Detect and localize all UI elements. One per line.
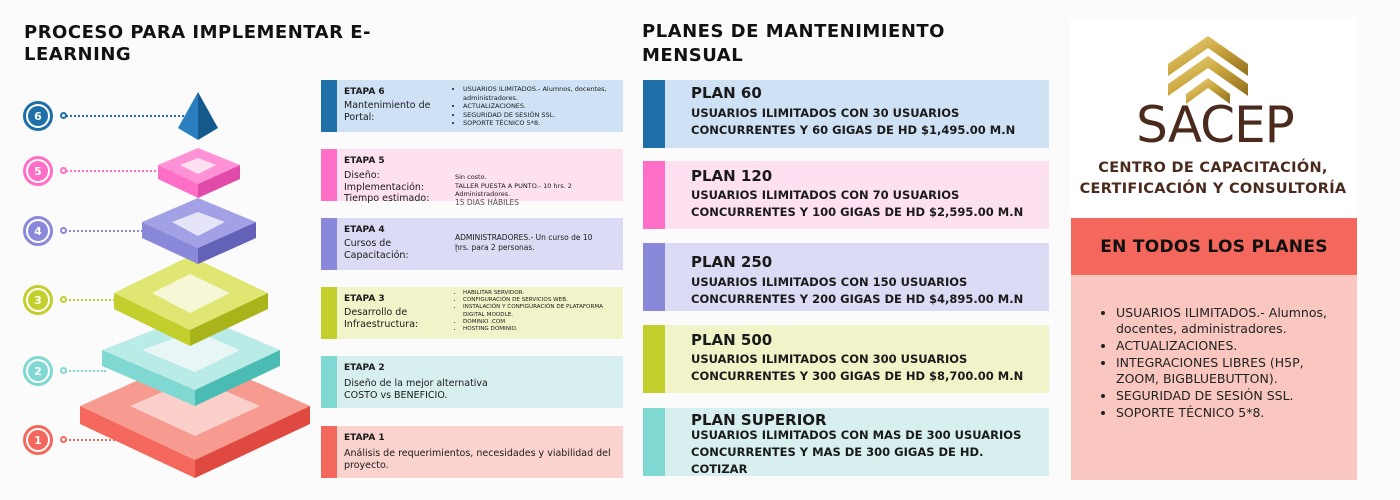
stage-3-body: Desarrollo de Infraestructura:: [344, 307, 419, 330]
stage-5-value: TALLER PUESTA A PUNTO.- 10 hrs. 2 Administradores.: [455, 181, 572, 198]
stage-5-label: Diseño:: [344, 170, 380, 181]
plan-250-desc: USUARIOS ILIMITADOS CON 150 USUARIOS CONCURRENTES Y 200 GIGAS DE HD $4,895.00 M.N: [691, 275, 1024, 306]
all-plans-box: [1071, 275, 1357, 480]
stage-1-bar: [321, 426, 337, 478]
stage-5-values: [455, 173, 620, 207]
pyramid-level-3: [114, 256, 268, 346]
stage-5-value: 15 DIAS HÁBILES: [455, 197, 519, 207]
step-number-4: [23, 216, 53, 246]
plan-500-bar: [643, 325, 665, 393]
stage-3-bullet: • DOMINIO .COM: [463, 319, 605, 326]
stage-5-bar: [321, 149, 337, 201]
logo-subtitle: CENTRO DE CAPACITACIÓN, CERTIFICACIÓN Y CONSULTORÍA: [1079, 160, 1347, 197]
stage-4-note: ADMINISTRADORES.- Un curso de 10 hrs. para 2 personas.: [455, 233, 593, 252]
plan-500-name: PLAN 500: [691, 331, 773, 349]
plan-60-card: [643, 80, 1049, 148]
stage-5-title: ETAPA 5: [344, 156, 385, 166]
plan-120-desc: USUARIOS ILIMITADOS CON 70 USUARIOS CONCURRENTES Y 100 GIGAS DE HD $2,595.00 M.N: [691, 188, 1024, 219]
stage-3-bullet: • HOSTING DOMINIO.: [463, 326, 605, 333]
stage-6-bullet: • SEGURIDAD DE SESIÓN SSL.: [463, 111, 615, 120]
stage-6-bullets: [455, 85, 615, 128]
step-number-3: [23, 285, 53, 315]
stage-1-box: [321, 426, 623, 478]
stage-3-bullets: [455, 290, 605, 333]
stage-3-title: ETAPA 3: [344, 294, 385, 304]
connector-3-start: [60, 296, 67, 303]
stage-6-bullet: • ACTUALIZACIONES.: [463, 102, 615, 111]
all-plans-item: • USUARIOS ILIMITADOS.- Alumnos, docentes, administradores.: [1116, 305, 1346, 337]
stage-2-body: Diseño de la mejor alternativa COSTO vs BENEFICIO.: [344, 378, 488, 401]
stage-5-labels: [344, 170, 429, 205]
stage-3-bullet: • CONFIGURACIÓN DE SERVICIOS WEB.: [463, 297, 605, 304]
step-number-2: [23, 356, 53, 386]
plan-500-card: [643, 325, 1049, 393]
stage-3-bullet: • INSTALACIÓN Y CONFIGURACIÓN DE PLATAFORMA DIGITAL MOODLE.: [463, 304, 605, 318]
plan-60-bar: [643, 80, 665, 148]
process-title: PROCESO PARA IMPLEMENTAR E-LEARNING: [24, 22, 371, 65]
connector-6-start: [60, 112, 67, 119]
logo-text: SACEP: [1136, 96, 1294, 154]
stage-6-box: [321, 80, 623, 132]
stage-6-bar: [321, 80, 337, 132]
stage-6-bullet: • SOPORTE TÉCNICO 5*8.: [463, 119, 615, 128]
stage-6-body: Mantenimiento de Portal:: [344, 100, 431, 123]
plan-500-desc: USUARIOS ILIMITADOS CON 300 USUARIOS CONCURRENTES Y 300 GIGAS DE HD $8,700.00 M.N: [691, 352, 1024, 383]
stage-4-box: [321, 218, 623, 270]
plan-superior-name: PLAN SUPERIOR: [691, 411, 827, 429]
pyramid-level-6: [178, 92, 218, 140]
stage-6-bullet: • USUARIOS ILIMITADOS.- Alumnos, docentes, administradores.: [463, 85, 615, 102]
all-plans-item: • ACTUALIZACIONES.: [1116, 338, 1346, 354]
connector-3: [62, 299, 118, 301]
stage-3-box: [321, 287, 623, 339]
step-number-3-label: 3: [28, 290, 48, 310]
step-number-1-label: 1: [28, 430, 48, 450]
stage-3-bar: [321, 287, 337, 339]
connector-1-start: [60, 436, 67, 443]
stage-2-box: [321, 356, 623, 408]
all-plans-heading: EN TODOS LOS PLANES: [1071, 218, 1357, 275]
step-number-4-label: 4: [28, 221, 48, 241]
plan-120-name: PLAN 120: [691, 167, 773, 185]
plan-60-name: PLAN 60: [691, 84, 762, 102]
step-number-2-label: 2: [28, 361, 48, 381]
stage-5-box: [321, 149, 623, 207]
connector-4-start: [60, 227, 67, 234]
pyramid-level-4: [142, 198, 256, 264]
stage-5-label: Implementación:: [344, 181, 425, 193]
connector-2: [62, 370, 106, 372]
connector-2-start: [60, 367, 67, 374]
stage-4-title: ETAPA 4: [344, 225, 385, 235]
stage-4-body: Cursos de Capacitación:: [344, 238, 409, 261]
pyramid-level-5: [158, 148, 240, 198]
plan-250-card: [643, 243, 1049, 311]
stage-4-mark: `: [455, 250, 459, 259]
plan-superior-desc: USUARIOS ILIMITADOS CON MAS DE 300 USUARIOS CONCURRENTES Y MAS DE 300 GIGAS DE HD. COTIZAR: [691, 428, 1022, 476]
all-plans-item: • INTEGRACIONES LIBRES (H5P, ZOOM, BIGBLUEBUTTON).: [1116, 355, 1346, 387]
step-number-6-label: 6: [28, 106, 48, 126]
plan-120-bar: [643, 161, 665, 229]
connector-4: [62, 230, 146, 232]
plan-250-bar: [643, 243, 665, 311]
plan-250-name: PLAN 250: [691, 253, 773, 271]
pyramid-illustration: [80, 88, 315, 488]
stage-5-label: Tiempo estimado:: [344, 193, 430, 204]
stage-1-body: Análisis de requerimientos, necesidades y viabilidad del proyecto.: [344, 448, 611, 471]
step-number-1: [23, 425, 53, 455]
step-number-6: [23, 101, 53, 131]
connector-5: [62, 170, 172, 172]
stage-1-title: ETAPA 1: [344, 433, 385, 443]
stage-4-bar: [321, 218, 337, 270]
stage-2-title: ETAPA 2: [344, 363, 385, 373]
all-plans-item: • SOPORTE TÉCNICO 5*8.: [1116, 405, 1346, 421]
stage-5-value: Sin costo.: [455, 173, 487, 181]
step-number-5-label: 5: [28, 161, 48, 181]
step-number-5: [23, 156, 53, 186]
all-plans-item: • SEGURIDAD DE SESIÓN SSL.: [1116, 388, 1346, 404]
plan-60-desc: USUARIOS ILIMITADOS CON 30 USUARIOS CONCURRENTES Y 60 GIGAS DE HD $1,495.00 M.N: [691, 106, 1016, 137]
company-logo-card: [1070, 18, 1356, 218]
connector-6: [62, 115, 184, 117]
plans-title: PLANES DE MANTENIMIENTO MENSUAL: [642, 21, 945, 66]
stage-6-title: ETAPA 6: [344, 87, 385, 97]
stage-2-bar: [321, 356, 337, 408]
plan-superior-card: [643, 408, 1049, 476]
plan-superior-bar: [643, 408, 665, 476]
plan-120-card: [643, 161, 1049, 229]
connector-1: [62, 439, 122, 441]
stage-3-bullet: • HABILITAR SERVIDOR.: [463, 290, 605, 297]
connector-5-start: [60, 167, 67, 174]
all-plans-list: [1116, 305, 1346, 422]
